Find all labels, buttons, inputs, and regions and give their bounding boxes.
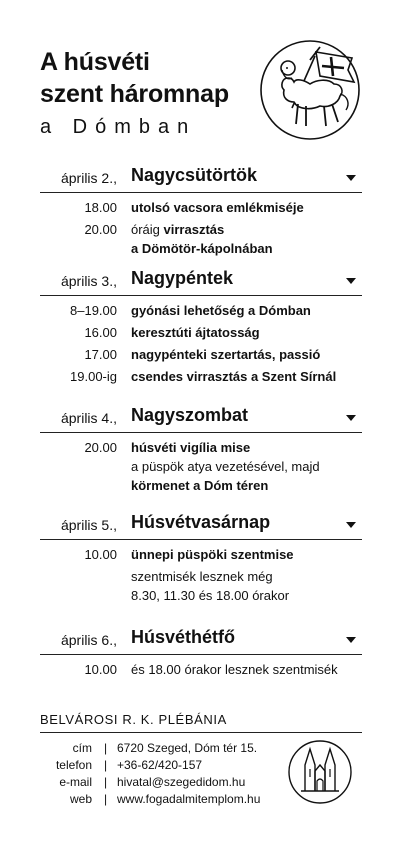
day-header[interactable] <box>0 405 400 431</box>
day-section-1 <box>0 165 400 256</box>
day-date: április 4., <box>60 410 117 426</box>
event-row <box>0 438 400 495</box>
event-line <box>131 567 391 586</box>
divider <box>40 654 362 655</box>
lamb-of-god-icon <box>258 38 362 142</box>
contact-separator: | <box>104 775 108 789</box>
chevron-down-icon[interactable] <box>346 175 356 181</box>
event-line <box>131 220 391 239</box>
event-time: 10.00 <box>84 662 117 677</box>
day-name: Húsvéthétfő <box>131 627 236 647</box>
event-description <box>131 567 391 605</box>
event-time: 8–19.00 <box>70 303 117 318</box>
event-list <box>0 438 400 498</box>
contact-label: telefon <box>55 758 92 772</box>
event-text-segment: keresztúti ájtatosság <box>131 325 260 340</box>
title-block <box>40 46 229 140</box>
day-name: Húsvétvasárnap <box>131 512 271 532</box>
event-time: 10.00 <box>84 547 117 562</box>
event-line <box>131 198 391 217</box>
event-list <box>0 198 400 261</box>
day-section-2 <box>0 268 400 384</box>
event-description <box>131 220 391 258</box>
event-description <box>131 545 391 564</box>
event-text-segment: virrasztás <box>163 222 225 237</box>
day-header[interactable] <box>0 512 400 538</box>
event-text-segment: a Dömötör-kápolnában <box>131 241 273 256</box>
event-time: 16.00 <box>84 325 117 340</box>
event-line <box>131 438 391 457</box>
event-list <box>0 660 400 682</box>
event-list <box>0 301 400 389</box>
event-line <box>131 323 391 342</box>
event-line <box>131 457 391 476</box>
event-text-segment: utolsó vacsora emlékmiséje <box>131 200 304 215</box>
contact-label: web <box>69 792 92 806</box>
contact-label: cím <box>72 741 92 755</box>
event-row <box>0 660 400 679</box>
divider <box>40 432 362 433</box>
web-link[interactable]: www.fogadalmitemplom.hu <box>117 792 261 806</box>
day-date: április 2., <box>60 170 117 186</box>
event-row <box>0 367 400 386</box>
page-subtitle: a Dómban <box>40 116 197 138</box>
chevron-down-icon[interactable] <box>346 278 356 284</box>
event-row <box>0 220 400 258</box>
parish-name: BELVÁROSI R. K. PLÉBÁNIA <box>40 712 227 727</box>
chevron-down-icon[interactable] <box>346 637 356 643</box>
contact-separator: | <box>104 758 108 772</box>
event-list <box>0 545 400 608</box>
event-description <box>131 345 391 364</box>
contact-separator: | <box>104 741 108 755</box>
day-name: Nagyszombat <box>131 405 249 425</box>
event-line <box>131 476 391 495</box>
event-text-segment: csendes virrasztás a Szent Sírnál <box>131 369 337 384</box>
cathedral-icon <box>287 739 353 805</box>
event-line <box>131 660 391 679</box>
event-description <box>131 660 391 679</box>
day-section-5 <box>0 627 400 677</box>
event-time: 19.00-ig <box>70 369 117 384</box>
contact-label: e-mail <box>59 775 92 789</box>
phone-link[interactable]: +36-62/420-157 <box>117 758 203 772</box>
chevron-down-icon[interactable] <box>346 415 356 421</box>
event-row <box>0 301 400 320</box>
day-name: Nagycsütörtök <box>131 165 258 185</box>
event-text-segment: és 18.00 órakor lesznek szentmisék <box>131 662 338 677</box>
divider <box>40 192 362 193</box>
event-line <box>131 301 391 320</box>
event-line <box>131 545 391 564</box>
event-line <box>131 586 391 605</box>
event-description <box>131 438 391 495</box>
divider <box>40 295 362 296</box>
event-description <box>131 198 391 217</box>
page-title-line-1: A húsvéti <box>40 48 150 76</box>
event-text-segment: húsvéti vigília mise <box>131 440 251 455</box>
event-line <box>131 345 391 364</box>
event-row <box>0 345 400 364</box>
contact-value: 6720 Szeged, Dóm tér 15. <box>117 741 258 755</box>
event-row <box>0 545 400 564</box>
page-title-line-2: szent háromnap <box>40 80 229 108</box>
chevron-down-icon[interactable] <box>346 522 356 528</box>
event-line <box>131 367 391 386</box>
contact-separator: | <box>104 792 108 806</box>
event-description <box>131 323 391 342</box>
day-section-4 <box>0 512 400 603</box>
event-time: 18.00 <box>84 200 117 215</box>
day-name: Nagypéntek <box>131 268 234 288</box>
event-line <box>131 239 391 258</box>
divider <box>40 539 362 540</box>
event-text-segment: ünnepi püspöki szentmise <box>131 547 294 562</box>
event-text-segment: körmenet a Dóm téren <box>131 478 269 493</box>
day-date: április 5., <box>60 517 117 533</box>
event-time: 20.00 <box>84 440 117 455</box>
event-description <box>131 367 391 386</box>
event-description <box>131 301 391 320</box>
day-header[interactable] <box>0 268 400 294</box>
event-row <box>0 567 400 605</box>
day-date: április 3., <box>60 273 117 289</box>
day-header[interactable] <box>0 627 400 653</box>
day-section-3 <box>0 405 400 493</box>
divider <box>40 732 362 733</box>
event-text-segment: gyónási lehetőség a Dómban <box>131 303 311 318</box>
event-text-segment: óráig <box>131 222 164 237</box>
event-row <box>0 198 400 217</box>
event-row <box>0 323 400 342</box>
event-text-segment: nagypénteki szertartás, passió <box>131 347 321 362</box>
event-time: 17.00 <box>84 347 117 362</box>
event-time: 20.00 <box>84 222 117 237</box>
event-text-segment: 8.30, 11.30 és 18.00 órakor <box>131 588 290 603</box>
day-header[interactable] <box>0 165 400 191</box>
day-date: április 6., <box>60 632 117 648</box>
email-link[interactable]: hivatal@szegedidom.hu <box>117 775 246 789</box>
event-text-segment: szentmisék lesznek még <box>131 569 273 584</box>
event-text-segment: a püspök atya vezetésével, majd <box>131 459 320 474</box>
